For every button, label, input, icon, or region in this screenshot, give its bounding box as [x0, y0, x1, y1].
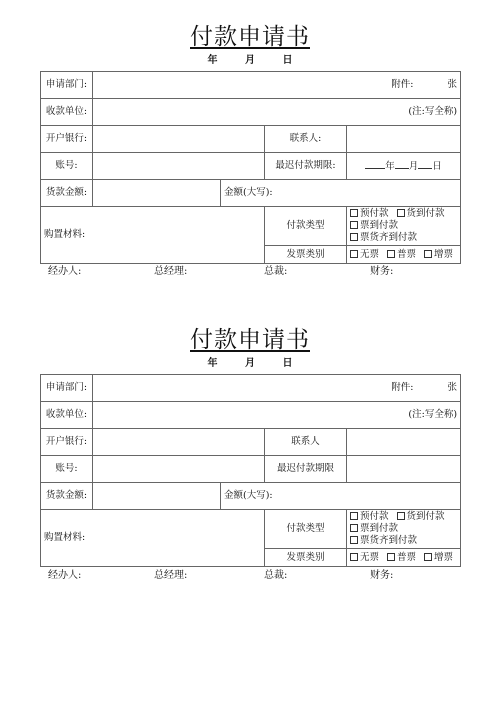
account-field[interactable]: [93, 456, 265, 483]
checkbox-icon: [397, 512, 405, 520]
finance-label: 财务:: [370, 570, 394, 581]
amount-cn-label[interactable]: 金额(大写):: [221, 180, 461, 207]
pay-type-label: 付款类型: [265, 207, 347, 246]
request-table: [40, 71, 461, 264]
invoice-options: [347, 549, 461, 567]
pay-option-checkbox[interactable]: 票到付款: [350, 220, 398, 232]
checkbox-icon: [424, 250, 432, 258]
attachment-unit: 张: [447, 382, 458, 393]
contact-field[interactable]: [347, 126, 461, 153]
invoice-option-checkbox[interactable]: 增票: [424, 249, 453, 261]
year-label: 年: [207, 55, 218, 66]
deadline-field[interactable]: [347, 153, 461, 180]
finance-label: 财务:: [370, 266, 394, 277]
handler-label: 经办人:: [48, 570, 82, 581]
account-label: 账号:: [41, 153, 93, 180]
checkbox-icon: [387, 250, 395, 258]
president-label: 总裁:: [264, 570, 288, 581]
invoice-option-checkbox[interactable]: 普票: [387, 552, 416, 564]
contact-label: 联系人: [265, 429, 347, 456]
day-label: 日: [282, 358, 293, 369]
pay-option-checkbox[interactable]: 预付款: [350, 208, 389, 220]
general-manager-label: 总经理:: [154, 266, 188, 277]
pay-option-checkbox[interactable]: 货到付款: [397, 511, 445, 523]
invoice-type-label: 发票类别: [265, 246, 347, 264]
attachment-label: 附件:: [391, 79, 414, 90]
amount-field[interactable]: [93, 180, 221, 207]
president-label: 总裁:: [264, 266, 288, 277]
request-table: [40, 374, 461, 567]
checkbox-icon: [350, 209, 358, 217]
contact-label: 联系人:: [265, 126, 347, 153]
invoice-options: [347, 246, 461, 264]
pay-option-checkbox[interactable]: 票到付款: [350, 523, 398, 535]
invoice-option-checkbox[interactable]: 增票: [424, 552, 453, 564]
checkbox-icon: [350, 536, 358, 544]
deadline-day: 日: [432, 161, 442, 172]
handler-label: 经办人:: [48, 266, 82, 277]
payment-request-form-2: [40, 326, 460, 567]
pay-options: [347, 510, 461, 549]
payee-note[interactable]: (注:写全称): [93, 99, 461, 126]
invoice-type-label: 发票类别: [265, 549, 347, 567]
general-manager-label: 总经理:: [154, 570, 188, 581]
pay-option-checkbox[interactable]: 货到付款: [397, 208, 445, 220]
attachment-unit: 张: [447, 79, 458, 90]
deadline-year: 年: [385, 161, 395, 172]
month-label: 月: [245, 55, 255, 66]
checkbox-icon: [350, 233, 358, 241]
deadline-label: 最迟付款期限:: [265, 153, 347, 180]
bank-label: 开户银行:: [41, 126, 93, 153]
checkbox-icon: [424, 553, 432, 561]
form-title: 付款申请书: [190, 327, 310, 353]
checkbox-icon: [350, 250, 358, 258]
contact-field[interactable]: [347, 429, 461, 456]
invoice-option-checkbox[interactable]: 无票: [350, 249, 379, 261]
purchase-label[interactable]: 购置材料:: [41, 207, 265, 264]
payee-label: 收款单位:: [41, 402, 93, 429]
pay-option-checkbox[interactable]: 预付款: [350, 511, 389, 523]
checkbox-icon: [397, 209, 405, 217]
date-line: [40, 356, 460, 374]
date-line: [40, 53, 460, 71]
pay-option-checkbox[interactable]: 票货齐到付款: [350, 535, 417, 547]
pay-type-label: 付款类型: [265, 510, 347, 549]
payee-note[interactable]: (注:写全称): [93, 402, 461, 429]
invoice-option-checkbox[interactable]: 无票: [350, 552, 379, 564]
bank-field[interactable]: [93, 429, 265, 456]
checkbox-icon: [387, 553, 395, 561]
deadline-label: 最迟付款期限: [265, 456, 347, 483]
bank-field[interactable]: [93, 126, 265, 153]
attachment-cell[interactable]: [93, 72, 461, 99]
pay-option-checkbox[interactable]: 票货齐到付款: [350, 232, 417, 244]
amount-cn-label[interactable]: 金额(大写):: [221, 483, 461, 510]
purchase-label[interactable]: 购置材料:: [41, 510, 265, 567]
year-label: 年: [207, 358, 218, 369]
day-label: 日: [282, 55, 293, 66]
attachment-label: 附件:: [391, 382, 414, 393]
checkbox-icon: [350, 524, 358, 532]
dept-label: 申请部门:: [41, 72, 93, 99]
amount-label: 货款金额:: [41, 180, 93, 207]
account-label: 账号:: [41, 456, 93, 483]
checkbox-icon: [350, 512, 358, 520]
amount-label: 货款金额:: [41, 483, 93, 510]
checkbox-icon: [350, 553, 358, 561]
deadline-field[interactable]: [347, 456, 461, 483]
form-title: 付款申请书: [190, 24, 310, 50]
bank-label: 开户银行:: [41, 429, 93, 456]
pay-options: [347, 207, 461, 246]
dept-label: 申请部门:: [41, 375, 93, 402]
payee-label: 收款单位:: [41, 99, 93, 126]
checkbox-icon: [350, 221, 358, 229]
amount-field[interactable]: [93, 483, 221, 510]
month-label: 月: [245, 358, 255, 369]
attachment-cell[interactable]: [93, 375, 461, 402]
account-field[interactable]: [93, 153, 265, 180]
payment-request-form-1: [40, 23, 460, 264]
deadline-month: 月: [408, 161, 419, 172]
invoice-option-checkbox[interactable]: 普票: [387, 249, 416, 261]
